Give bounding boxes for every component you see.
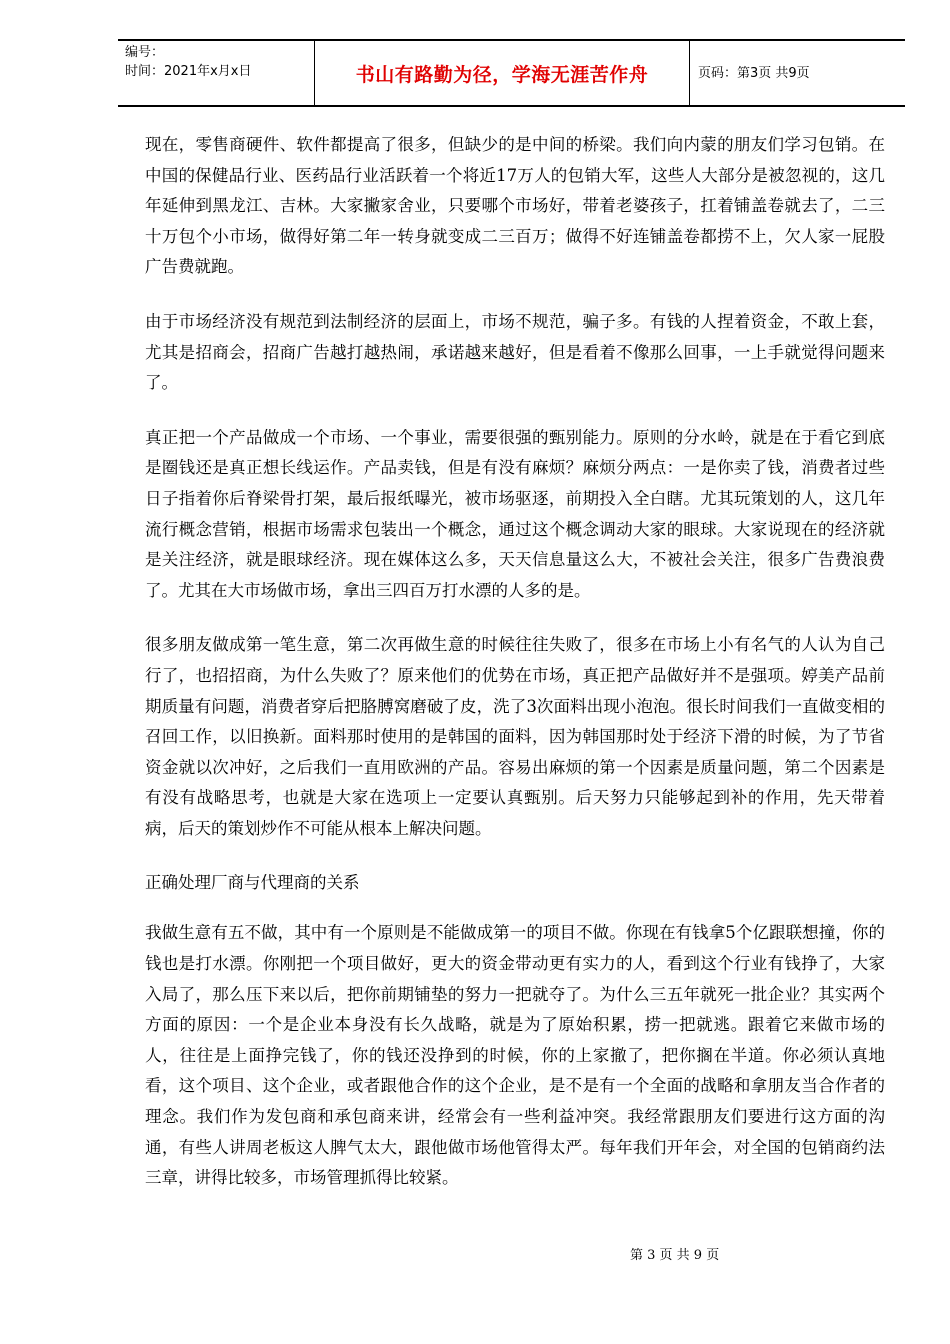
paragraph: 现在，零售商硬件、软件都提高了很多，但缺少的是中间的桥梁。我们向内蒙的朋友们学习包销。在中国的保健品行业、医药品行业活跃着一个将近17万人的包销大军，这些人大部分是被忽视的，这几年延伸到黑龙江、吉林。大家撇家舍业，只要哪个市场好，带着老婆孩子，扛着铺盖卷就去了，二三十万包个小市场，做得好第二年一转身就变成二三百万；做得不好连铺盖卷都捞不上，欠人家一屁股广告费就跑。	[145, 135, 885, 277]
paragraph: 真正把一个产品做成一个市场、一个事业，需要很强的甄别能力。原则的分水岭，就是在于看它到底是圈钱还是真正想长线运作。产品卖钱，但是有没有麻烦？麻烦分两点：一是你卖了钱，消费者过些日子指着你后脊梁骨打架，最后报纸曝光，被市场驱逐，前期投入全白瞎。尤其玩策划的人，这几年流行概念营销，根据市场需求包装出一个概念，通过这个概念调动大家的眼球。大家说现在的经济就是关注经济，就是眼球经济。现在媒体这么多，天天信息量这么大，不被社会关注，很多广告费浪费了。尤其在大市场做市场，拿出三四百万打水漂的人多的是。	[145, 427, 885, 600]
document-body	[145, 130, 885, 1218]
time-label: 时间：2021年x月x日	[125, 64, 252, 79]
paragraph: 由于市场经济没有规范到法制经济的层面上，市场不规范，骗子多。有钱的人捏着资金，不敢上套，尤其是招商会，招商广告越打越热闹，承诺越来越好，但是看着不像那么回事，一上手就觉得问题来了。	[145, 311, 885, 393]
section-heading: 正确处理厂商与代理商的关系	[145, 873, 360, 893]
header-page-label: 页码：第3页 共9页	[698, 65, 810, 81]
header-meta	[118, 41, 315, 105]
page-footer	[0, 1244, 950, 1263]
header-page-cell	[690, 41, 905, 105]
paragraph: 我做生意有五不做，其中有一个原则是不能做成第一的项目不做。你现在有钱拿5个亿跟联想撞，你的钱也是打水漂。你刚把一个项目做好，更大的资金带动更有实力的人，看到这个行业有钱挣了，大家入局了，那么压下来以后，把你前期铺垫的努力一把就夺了。为什么三五年就死一批企业？其实两个方面的原因：一个是企业本身没有长久战略，就是为了原始积累，捞一把就逃。跟着它来做市场的人，往往是上面挣完钱了，你的钱还没挣到的时候，你的上家撤了，把你搁在半道。你必须认真地看，这个项目、这个企业，或者跟他合作的这个企业，是不是有一个全面的战略和拿朋友当合作者的理念。我们作为发包商和承包商来讲，经常会有一些利益冲突。我经常跟朋友们要进行这方面的沟通，有些人讲周老板这人脾气太大，跟他做市场他管得太严。每年我们开年会，对全国的包销商约法三章，讲得比较多，市场管理抓得比较紧。	[145, 923, 885, 1188]
page-header	[118, 39, 905, 107]
serial-label: 编号：	[125, 45, 165, 60]
header-motto-cell	[315, 41, 690, 105]
paragraph: 很多朋友做成第一笔生意，第二次再做生意的时候往往失败了，很多在市场上小有名气的人认为自己行了，也招招商，为什么失败了？原来他们的优势在市场，真正把产品做好并不是强项。婷美产品前期质量有问题，消费者穿后把胳膊窝磨破了皮，洗了3次面料出现小泡泡。很长时间我们一直做变相的召回工作，以旧换新。面料那时使用的是韩国的面料，因为韩国那时处于经济下滑的时候，为了节省资金就以次冲好，之后我们一直用欧洲的产品。容易出麻烦的第一个因素是质量问题，第二个因素是有没有战略思考，也就是大家在选项上一定要认真甄别。后天努力只能够起到补的作用，先天带着病，后天的策划炒作不可能从根本上解决问题。	[145, 635, 885, 838]
footer-page-number: 第 3 页 共 9 页	[630, 1248, 720, 1263]
motto-text: 书山有路勤为径，学海无涯苦作舟	[355, 63, 649, 86]
